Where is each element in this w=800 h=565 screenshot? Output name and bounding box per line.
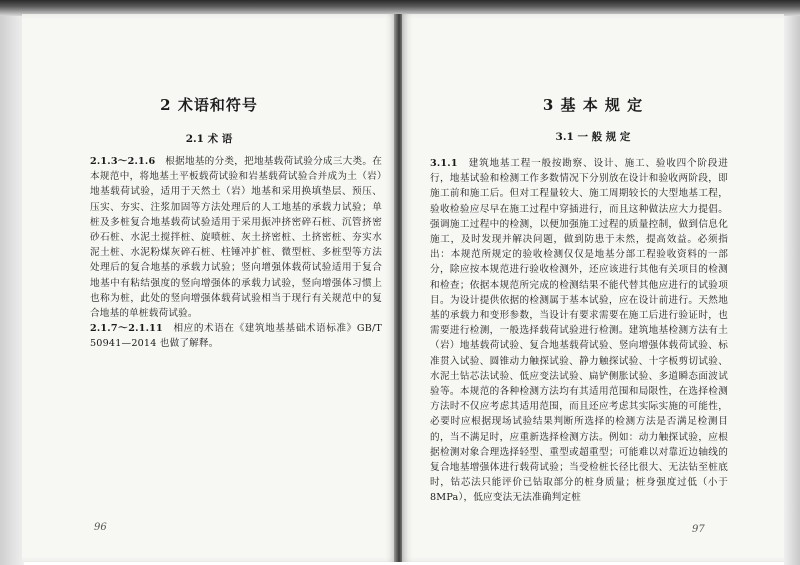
left-page bbox=[22, 14, 396, 562]
right-section-title: 3.1 一 般 规 定 bbox=[555, 131, 631, 143]
left-section-title: 2.1 术 语 bbox=[185, 133, 233, 145]
paragraph bbox=[90, 154, 382, 321]
scan-left-margin bbox=[0, 0, 24, 565]
right-page bbox=[402, 14, 784, 562]
left-chapter-title: 2 术语和符号 bbox=[160, 96, 258, 114]
clause-number: 2.1.7～2.1.11 bbox=[90, 323, 163, 335]
right-page-number: 97 bbox=[692, 524, 705, 535]
clause-text: 相应的术语在《建筑地基基础术语标准》GB/T 50941—2014 也做了解释。 bbox=[90, 323, 382, 350]
left-page-number: 96 bbox=[94, 522, 107, 533]
clause-text: 建筑地基工程一般按勘察、设计、施工、验收四个阶段进行，地基试验和检测工作多数情况下分别放在设计和验收两阶段，即施工前和施工后。但对工程量较大、施工周期较长的大型地基工程，验收检验应尽早在施工过程中穿插进行，而且这种做法应大力提倡。强调施工过程中的检测，以便加强施工过程的质量控制，做到信息化施工，及时发现并解决问题，做到防患于未然，提高效益。必须指出：本规范所规定的验收检测仅仅是地基分部工程验收资料的一部分，除应按本规范进行验收检测外，还应该进行其他有关项目的检测和检查；依据本规范所完成的检测结果不能代替其他应进行的试验项目。为设计提供依据的检测属于基本试验，应在设计前进行。天然地基的承载力和变形参数，当设计有要求需要在施工后进行验证时，也需要进行检测，一般选择载荷试验进行检测。建筑地基检测方法有土（岩）地基载荷试验、复合地基载荷试验、竖向增强体载荷试验、标准贯入试验、圆锥动力触探试验、静力触探试验、十字板剪切试验、水泥土钻芯法试验、低应变法试验、扁铲侧胀试验、多道瞬态面波试验等。本规范的各种检测方法均有其适用范围和局限性，在选择检测方法时不仅应考虑其适用范围，而且还应考虑其实际实施的可能性，必要时应根据现场试验结果判断所选择的检测方法是否满足检测目的，当不满足时，应重新选择检测方法。例如：动力触探试验，应根据检测对象合理选择轻型、重型或超重型；可能难以对靠近边轴线的复合地基增强体进行载荷试验；当受检桩长径比很大、无法钻至桩底时，钻芯法只能评价已钻取部分的桩身质量；桩身强度过低（小于 8MPa），低应变法无法准确判定桩 bbox=[430, 158, 728, 504]
paragraph bbox=[90, 321, 382, 351]
clause-number: 2.1.3～2.1.6 bbox=[90, 156, 156, 167]
scan-right-margin bbox=[784, 0, 800, 565]
right-chapter-title: 3 基 本 规 定 bbox=[542, 96, 644, 114]
left-body-text bbox=[90, 154, 382, 352]
clause-text: 根据地基的分类，把地基载荷试验分成三大类。在本规范中，将地基土平板载荷试验和岩基载荷试验合并成为土（岩）地基载荷试验，适用于天然土（岩）地基和采用换填垫层、预压、压实、夯实、注浆加固等方法处理后的人工地基的承载力试验；单桩及多桩复合地基载荷试验适用于采用振冲挤密碎石桩、沉管挤密砂石桩、水泥土搅拌桩、旋喷桩、灰土挤密桩、土挤密桩、夯实水泥土桩、水泥粉煤灰碎石桩、柱锤冲扩桩、微型桩、多桩型等方法处理后的复合地基的承载力试验；竖向增强体载荷试验适用于复合地基中有粘结强度的竖向增强体的承载力试验，竖向增强体习惯上也称为桩，此处的竖向增强体载荷试验相当于现行有关规范中的复合地基的单桩载荷试验。 bbox=[90, 156, 382, 320]
right-body-text bbox=[430, 156, 728, 506]
paragraph bbox=[430, 156, 728, 506]
clause-number: 3.1.1 bbox=[430, 158, 458, 169]
